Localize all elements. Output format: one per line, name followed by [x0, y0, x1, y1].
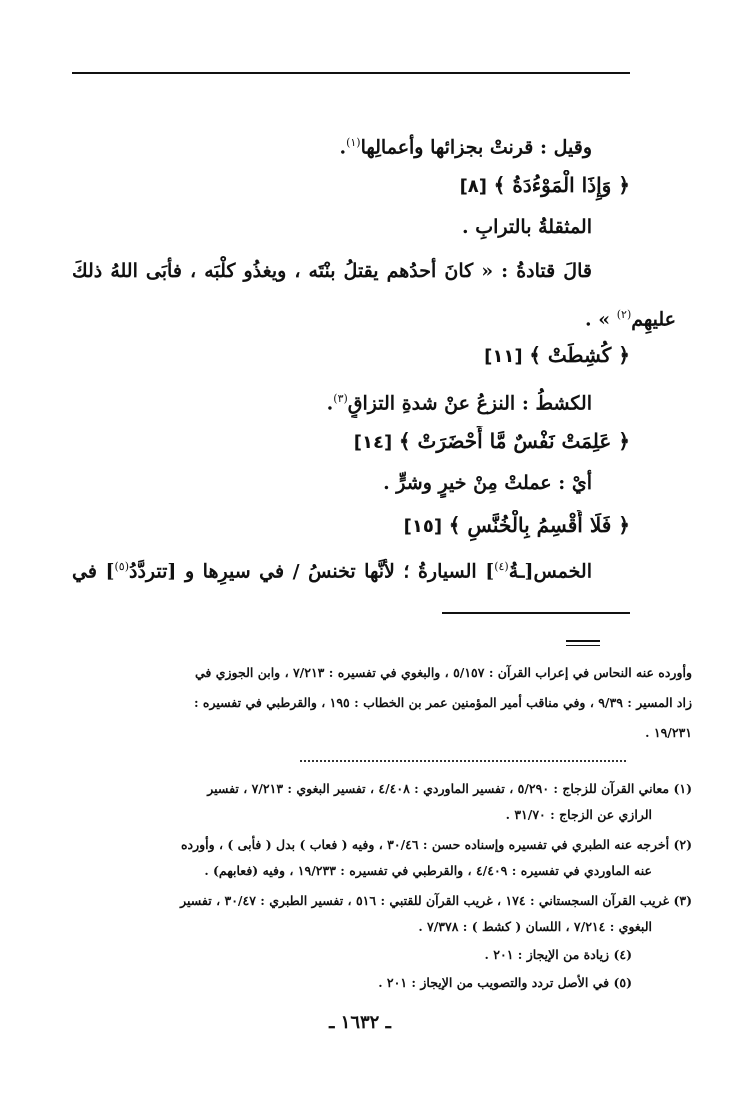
text-line-5 — [76, 300, 676, 334]
text-kashtu: الكشطُ : النزعُ عنْ شدةِ التزاقٍ — [347, 392, 592, 415]
verse-number-15: [١٥] — [403, 516, 443, 537]
footnote-5-text: (٥) في الأصل تردد والتصويب من الإيجاز : ٢٠١ . — [378, 975, 632, 990]
verse-line-14 — [130, 426, 630, 458]
verse-number-8: [٨] — [459, 176, 488, 197]
dotted-separator — [300, 760, 626, 762]
continuation-marker-2 — [566, 645, 600, 646]
footnote-3-text-a: (٣) غريب القرآن السجستاني : ١٧٤ ، غريب القرآن للقتبي : ٥١٦ ، تفسير الطبري : ٣٠/٤٧ ، تفسير — [180, 893, 692, 908]
footnote-4-text: (٤) زيادة من الإيجاز : ٢٠١ . — [484, 947, 632, 962]
footnote-ref-2: (٢) — [616, 308, 632, 321]
text-ay: أيْ : عملتْ مِنْ خيرٍ وشرٍّ . — [383, 472, 592, 494]
verse-line-15 — [130, 510, 630, 542]
footnote-1-text-a: (١) معاني القرآن للزجاج : ٥/٢٩٠ ، تفسير الماوردي : ٤/٤٠٨ ، تفسير البغوي : ٧/٢١٣ ، تفسير — [207, 781, 692, 796]
quran-verse-15: ﴿ فَلَا أُقْسِمُ بِالْخُنَّسِ ﴾ — [448, 513, 630, 537]
footnote-continuation-2 — [52, 692, 692, 714]
text-fi: ] في — [72, 560, 115, 583]
continuation-marker — [566, 640, 600, 642]
verse-number-14: [١٤] — [353, 432, 393, 453]
footnote-continuation-3 — [52, 722, 692, 744]
footnote-1-line-1 — [32, 778, 692, 800]
footnote-cont-text-1: وأورده عنه النحاس في إعراب القرآن : ٥/١٥٧ ، والبغوي في تفسيره : ٧/٢١٣ ، وابن الجوزي في — [194, 665, 692, 680]
footnote-separator — [442, 612, 630, 614]
text-line-3 — [152, 212, 592, 242]
text-period: . — [339, 136, 347, 159]
text-line-1 — [132, 128, 592, 162]
text-line-4 — [72, 256, 592, 286]
footnote-4 — [72, 944, 632, 966]
footnote-3-line-1 — [32, 890, 692, 912]
footnote-1-line-2 — [52, 804, 652, 826]
footnote-2-text-a: (٢) أخرجه عنه الطبري في تفسيره وإسناده حسن : ٣٠/٤٦ ، وفيه ( فعاب ) بدل ( فأبى ) ، وأورده — [180, 837, 692, 852]
footnote-cont-text-3: ١٩/٢٣١ . — [645, 725, 692, 740]
footnote-ref-4: (٤) — [494, 560, 509, 573]
text-line-11 — [72, 552, 592, 586]
footnote-3-line-2 — [52, 916, 652, 938]
page-number: ـ ١٦٣٢ ـ — [329, 1012, 391, 1033]
footnote-ref-5: (٥) — [114, 560, 129, 573]
text-muthqala: المثقلةُ بالترابِ . — [462, 216, 592, 238]
verse-line-8 — [130, 170, 630, 202]
text-line-9 — [152, 468, 592, 498]
text-sayyara: ] السيارةُ ؛ لأنَّها تخنسُ / في سيرِها و [تتردَّدُ — [128, 560, 495, 583]
text-alayhim: عليهِم — [631, 308, 676, 331]
footnote-3-text-b: البغوي : ٧/٢١٤ ، اللسان ( كشط ) : ٧/٣٧٨ . — [418, 919, 652, 934]
text-qatada: قالَ قتادةُ : « كانَ أحدُهم يقتلُ بنْتَه ، ويغذُو كلْبَه ، فأبَى اللهُ ذلكَ — [72, 260, 592, 282]
top-rule — [72, 72, 630, 74]
footnote-2-line-2 — [52, 860, 652, 882]
quran-verse-8: ﴿ وَإِذَا الْمَوْءُدَةُ ﴾ — [493, 173, 630, 197]
footnote-ref-1: (١) — [346, 136, 361, 149]
footnote-cont-text-2: زاد المسير : ٩/٣٩ ، وفي مناقب أمير المؤمنين عمر بن الخطاب : ١٩٥ ، والقرطبي في تفسيره : — [193, 695, 692, 710]
verse-number-11: [١١] — [484, 346, 523, 367]
quran-verse-14: ﴿ عَلِمَتْ نَفْسٌ مَّا أَحْضَرَتْ ﴾ — [398, 429, 630, 453]
text-khamsa: الخمس[ـةُ — [508, 560, 592, 583]
text-period: . — [326, 392, 334, 415]
footnote-2-text-b: عنه الماوردي في تفسيره : ٤/٤٠٩ ، والقرطبي في تفسيره : ١٩/٢٣٣ ، وفيه (فعابهم) . — [204, 863, 652, 878]
footnote-2-line-1 — [32, 834, 692, 856]
quran-verse-11: ﴿ كُشِطَتْ ﴾ — [529, 343, 630, 367]
verse-line-11 — [130, 340, 630, 372]
footnote-continuation-1 — [52, 662, 692, 684]
text-qila: وقيل : قرنتْ بجزائها وأعمالِها — [360, 136, 592, 159]
footnote-1-text-b: الرازي عن الزجاج : ٣١/٧٠ . — [505, 807, 652, 822]
text-line-7 — [152, 384, 592, 418]
text-quote-close: » . — [584, 308, 611, 331]
footnote-5 — [72, 972, 632, 994]
footnote-ref-3: (٣) — [333, 392, 348, 405]
